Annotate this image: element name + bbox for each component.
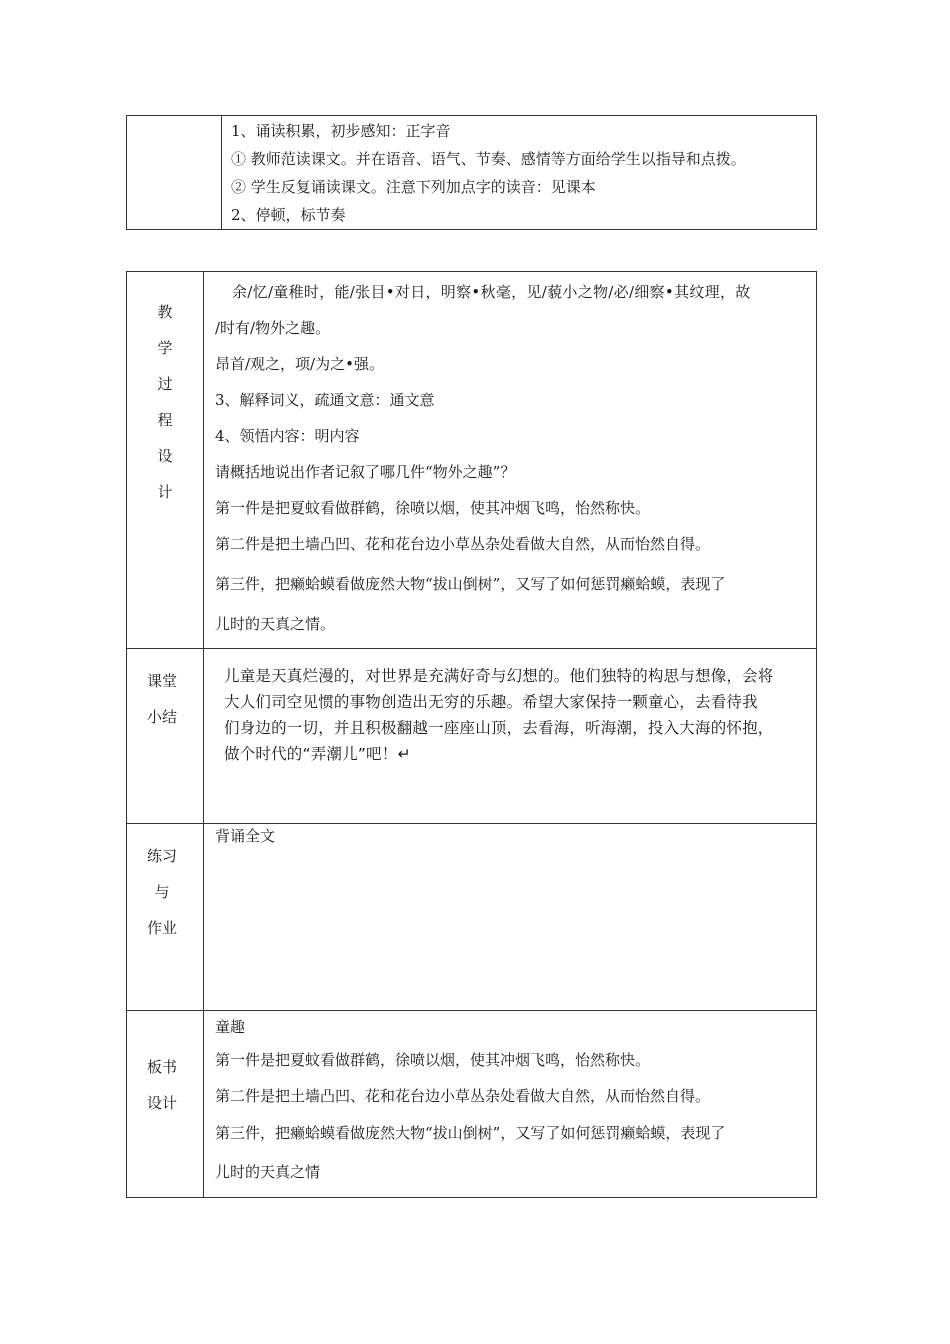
label-text: 板书 xyxy=(146,1058,177,1076)
text-line: 3、解释词义，疏通文意：通文意 xyxy=(215,391,435,409)
label-char: 计 xyxy=(157,483,173,501)
label-char: 设 xyxy=(157,447,173,465)
lesson-plan-table xyxy=(126,271,817,1198)
text-line: 请概括地说出作者记叙了哪几件“物外之趣”？ xyxy=(215,463,516,481)
label-char: 过 xyxy=(157,375,173,393)
reading-steps-cell xyxy=(222,116,817,230)
text-line: 第三件，把癞蛤蟆看做庞然大物“拔山倒树”，又写了如何惩罚癞蛤蟆，表现了 xyxy=(215,1124,726,1142)
step-line: 2、停顿，标节奏 xyxy=(231,206,346,224)
process-label xyxy=(127,272,204,649)
board-label xyxy=(127,1011,204,1198)
step-table xyxy=(126,115,817,230)
label-text: 练习 xyxy=(146,847,177,865)
text-line: 昂首/观之，项/为之•强。 xyxy=(215,355,384,373)
text-line: 第二件是把土墙凸凹、花和花台边小草丛杂处看做大自然，从而怡然自得。 xyxy=(215,1087,711,1105)
label-text: 与 xyxy=(154,883,170,901)
text-line: 第一件是把夏蚊看做群鹤，徐喷以烟，使其冲烟飞鸣，怡然称快。 xyxy=(215,499,651,517)
step-line: ② 学生反复诵读课文。注意下列加点字的读音：见课本 xyxy=(231,178,596,196)
text-line: 第三件，把癞蛤蟆看做庞然大物“拔山倒树”，又写了如何惩罚癞蛤蟆，表现了 xyxy=(215,575,726,593)
text-line: 儿童是天真烂漫的，对世界是充满好奇与幻想的。他们独特的构思与想像，会将 xyxy=(224,667,774,685)
process-content xyxy=(204,272,817,649)
text-line: 余/忆/童稚时，能/张目•对日，明察•秋毫，见/藐小之物/必/细察•其纹理，故 xyxy=(232,283,751,301)
text-line: 第一件是把夏蚊看做群鹤，徐喷以烟，使其冲烟飞鸣，怡然称快。 xyxy=(215,1051,651,1069)
summary-label xyxy=(127,649,204,824)
text-line: 4、领悟内容：明内容 xyxy=(215,427,360,445)
process-row xyxy=(127,272,817,649)
label-text: 课堂 xyxy=(146,672,177,690)
step-line: 1、诵读积累，初步感知：正字音 xyxy=(231,122,451,140)
label-text: 小结 xyxy=(146,708,177,726)
label-text: 设计 xyxy=(146,1094,177,1112)
text-line: /时有/物外之趣。 xyxy=(215,319,331,337)
text-line: 童趣 xyxy=(215,1018,246,1036)
label-char: 学 xyxy=(157,339,173,357)
empty-label-cell xyxy=(127,116,222,230)
board-content xyxy=(204,1011,817,1198)
homework-row xyxy=(127,824,817,1011)
homework-label xyxy=(127,824,204,1011)
text-line: 背诵全文 xyxy=(215,827,276,845)
board-row xyxy=(127,1011,817,1198)
text-line: 第二件是把土墙凸凹、花和花台边小草丛杂处看做大自然，从而怡然自得。 xyxy=(215,535,711,553)
step-line: ① 教师范读课文。并在语音、语气、节奏、感情等方面给学生以指导和点拨。 xyxy=(231,150,746,168)
text-line: 们身边的一切，并且积极翻越一座座山顶，去看海，听海潮，投入大海的怀抱， xyxy=(224,719,774,737)
text-line: 儿时的天真之情 xyxy=(215,1163,321,1181)
label-char: 教 xyxy=(157,303,173,321)
summary-row xyxy=(127,649,817,824)
text-line: 大人们司空见惯的事物创造出无穷的乐趣。希望大家保持一颗童心，去看待我 xyxy=(224,693,758,711)
homework-content xyxy=(204,824,817,1011)
label-text: 作业 xyxy=(146,919,177,937)
summary-content xyxy=(204,649,817,824)
text-line: 做个时代的“弄潮儿”吧！↵ xyxy=(224,745,411,763)
label-char: 程 xyxy=(157,411,173,429)
text-line: 儿时的天真之情。 xyxy=(215,615,336,633)
